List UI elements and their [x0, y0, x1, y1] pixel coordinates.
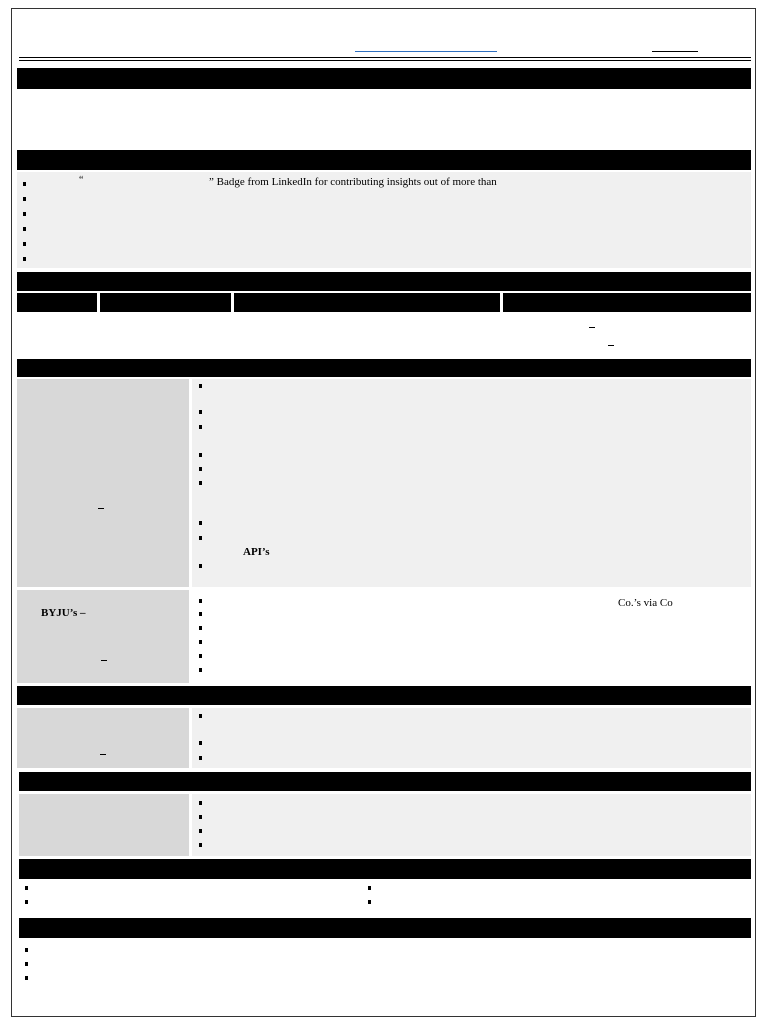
bullet-icon	[199, 668, 202, 672]
bullet-icon	[199, 815, 202, 819]
table-dash	[589, 327, 595, 328]
education-section-bar	[17, 272, 751, 291]
bullet-icon	[199, 599, 202, 603]
email-link-underline[interactable]	[355, 51, 497, 52]
job2-company-label: BYJU’s –	[41, 607, 86, 619]
bullet-icon	[25, 976, 28, 980]
bullet-icon	[199, 741, 202, 745]
bullet-icon	[368, 900, 371, 904]
summary-section-bar	[17, 68, 751, 89]
experience-section-bar	[17, 359, 751, 377]
bullet-icon	[199, 612, 202, 616]
bullet-icon	[199, 481, 202, 485]
bullet-icon	[199, 521, 202, 525]
header-rule-bottom	[19, 60, 751, 61]
header-rule-top	[19, 57, 751, 58]
job2-date-dash	[101, 660, 107, 661]
award-badge-text: ” Badge from LinkedIn for contributing insights out of more than	[209, 176, 497, 188]
cert-left-cell	[19, 794, 189, 856]
bullet-icon	[199, 654, 202, 658]
bullet-icon	[23, 212, 26, 216]
bullet-icon	[199, 425, 202, 429]
bullet-icon	[199, 626, 202, 630]
bullet-icon	[23, 182, 26, 186]
bullet-icon	[23, 257, 26, 261]
bullet-icon	[199, 829, 202, 833]
bullet-icon	[23, 242, 26, 246]
awards-section-bar	[17, 150, 751, 170]
bullet-icon	[199, 564, 202, 568]
bullet-icon	[199, 640, 202, 644]
project-date-dash	[100, 754, 106, 755]
job1-left-cell	[17, 379, 189, 587]
bullet-icon	[199, 756, 202, 760]
project-right-cell	[192, 708, 751, 768]
bullet-icon	[25, 900, 28, 904]
bullet-icon	[368, 886, 371, 890]
bullet-icon	[199, 714, 202, 718]
bullet-icon	[25, 962, 28, 966]
job2-left-cell	[17, 590, 189, 683]
bullet-icon	[199, 384, 202, 388]
table-header-cell	[234, 293, 500, 312]
table-header-cell	[17, 293, 97, 312]
bullet-icon	[199, 801, 202, 805]
job1-api-text: API’s	[243, 546, 270, 558]
bullet-icon	[199, 843, 202, 847]
resume-page	[11, 8, 756, 1017]
job2-company-ref: Co.’s via Co	[618, 597, 673, 609]
table-header-cell	[100, 293, 231, 312]
skills-section-bar	[19, 859, 751, 879]
bullet-icon	[23, 197, 26, 201]
bullet-icon	[25, 886, 28, 890]
job1-right-cell	[192, 379, 751, 587]
projects-section-bar	[17, 686, 751, 705]
bullet-icon	[25, 948, 28, 952]
extracurricular-section-bar	[19, 918, 751, 938]
job1-date-dash	[98, 508, 104, 509]
bullet-icon	[199, 467, 202, 471]
project-left-cell	[17, 708, 189, 768]
profile-link-underline[interactable]	[652, 51, 698, 52]
award-open-quote: “	[79, 175, 84, 186]
table-header-cell	[503, 293, 751, 312]
bullet-icon	[23, 227, 26, 231]
cert-right-cell	[192, 794, 751, 856]
bullet-icon	[199, 536, 202, 540]
certifications-section-bar	[19, 772, 751, 791]
bullet-icon	[199, 410, 202, 414]
table-dash	[608, 345, 614, 346]
bullet-icon	[199, 453, 202, 457]
